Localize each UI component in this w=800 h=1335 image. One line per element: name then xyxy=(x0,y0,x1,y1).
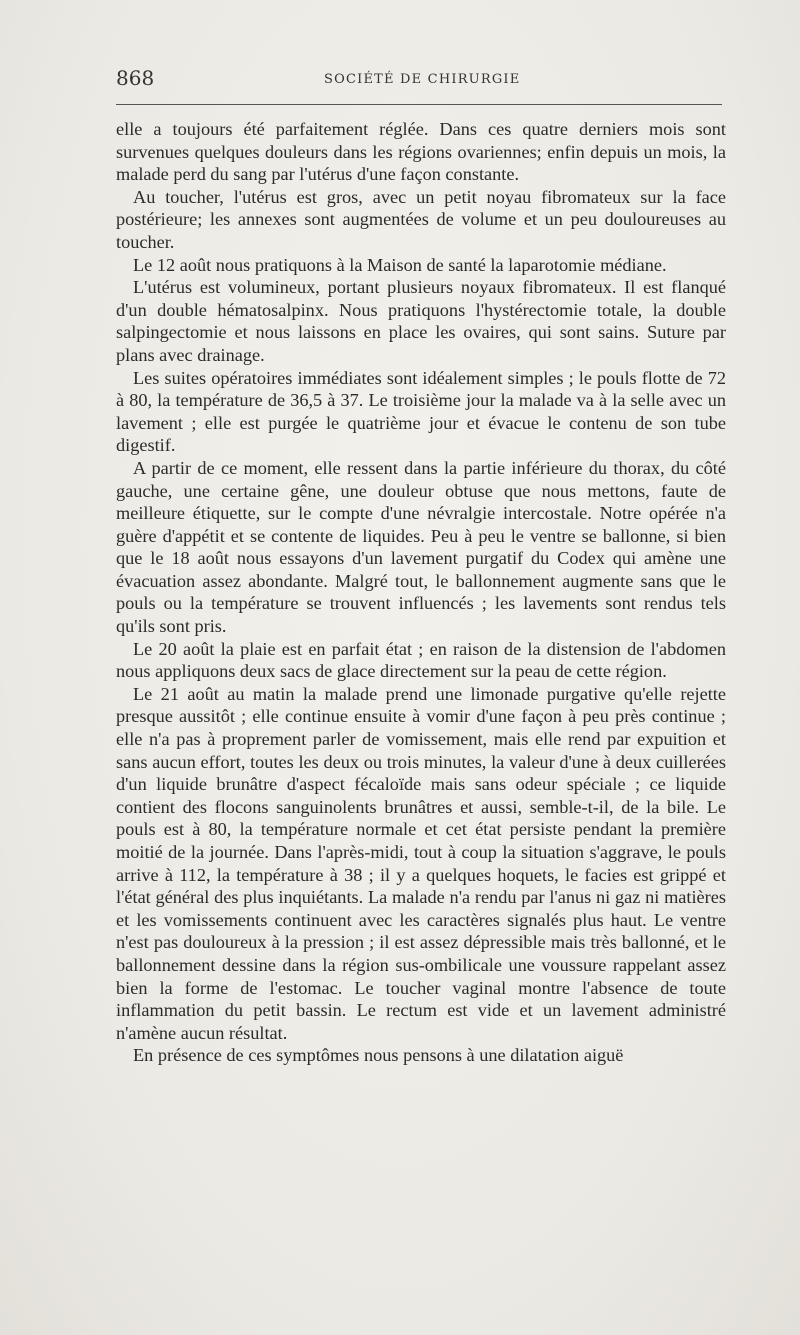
paragraph: Le 21 août au matin la malade prend une limonade purgative qu'elle rejette presque aussitôt ; elle continue ensuite à vomir d'une façon à peu près continue ; elle n'a pas à proprement parler de vomissement, mais elle rend par expuition et sans aucun effort, toutes les deux ou trois minutes, la valeur d'une à deux cuillerées d'un liquide brunâtre d'aspect fécaloïde mais sans odeur spéciale ; ce liquide contient des flocons sanguinolents brunâtres et aussi, semble-t-il, de la bile. Le pouls est à 80, la température normale et cet état persiste pendant la première moitié de la journée. Dans l'après-midi, tout à coup la situation s'aggrave, le pouls arrive à 112, la température à 38 ; il y a quelques hoquets, le facies est grippé et l'état général des plus inquiétants. La malade n'a rendu par l'anus ni gaz ni matières et les vomissements continuent avec les caractères signalés plus haut. Le ventre n'est pas douloureux à la pression ; il est assez dépressible mais très ballonné, et le ballonnement dessine dans la région sus-ombilicale une voussure rappelant assez bien la forme de l'estomac. Le toucher vaginal montre l'absence de toute inflammation du petit bassin. Le rectum est vide et un lavement administré n'amène aucun résultat. xyxy=(116,683,726,1043)
paragraph: En présence de ces symptômes nous pensons à une dilatation aiguë xyxy=(133,1045,624,1066)
running-title: SOCIÉTÉ DE CHIRURGIE xyxy=(324,72,521,87)
paragraph: A partir de ce moment, elle ressent dans la partie inférieure du thorax, du côté gauche, une certaine gêne, une douleur obtuse que nous mettons, faute de meilleure étiquette, sur le compte d'une névralgie intercostale. Notre opérée n'a guère d'appétit et se contente de liquides. Peu à peu le ventre se ballonne, si bien que le 18 août nous essayons d'un lavement purgatif du Codex qui amène une évacuation assez abondante. Malgré tout, le ballonnement augmente sans que le pouls ou la température se trouvent influencés ; les lavements sont rendus tels qu'ils sont pris. xyxy=(116,457,726,637)
paragraph: L'utérus est volumineux, portant plusieurs noyaux fibromateux. Il est flanqué d'un double hématosalpinx. Nous pratiquons l'hystérectomie totale, la double salpingectomie et nous laissons en place les ovaires, qui sont sains. Suture par plans avec drainage. xyxy=(116,277,726,365)
paragraph: Le 20 août la plaie est en parfait état ; en raison de la distension de l'abdomen nous appliquons deux sacs de glace directement sur la peau de cette région. xyxy=(116,638,726,682)
paragraph: Au toucher, l'utérus est gros, avec un petit noyau fibromateux sur la face postérieure; les annexes sont augmentées de volume et un peu douloureuses au toucher. xyxy=(116,186,726,252)
paragraph: Les suites opératoires immédiates sont idéalement simples ; le pouls flotte de 72 à 80, la température de 36,5 à 37. Le troisième jour la malade va à la selle avec un lavement ; elle est purgée le quatrième jour et évacue le contenu de son tube digestif. xyxy=(116,367,726,456)
paragraph: elle a toujours été parfaitement réglée. Dans ces quatre derniers mois sont survenues quelques douleurs dans les régions ovariennes; enfin depuis un mois, la malade perd du sang par l'utérus d'une façon constante. xyxy=(116,119,726,185)
header-rule xyxy=(116,104,722,105)
page-number: 868 xyxy=(116,66,155,90)
body-text xyxy=(116,118,726,1067)
page-header xyxy=(116,64,722,96)
paragraph: Le 12 août nous pratiquons à la Maison de santé la laparotomie médiane. xyxy=(133,254,667,275)
